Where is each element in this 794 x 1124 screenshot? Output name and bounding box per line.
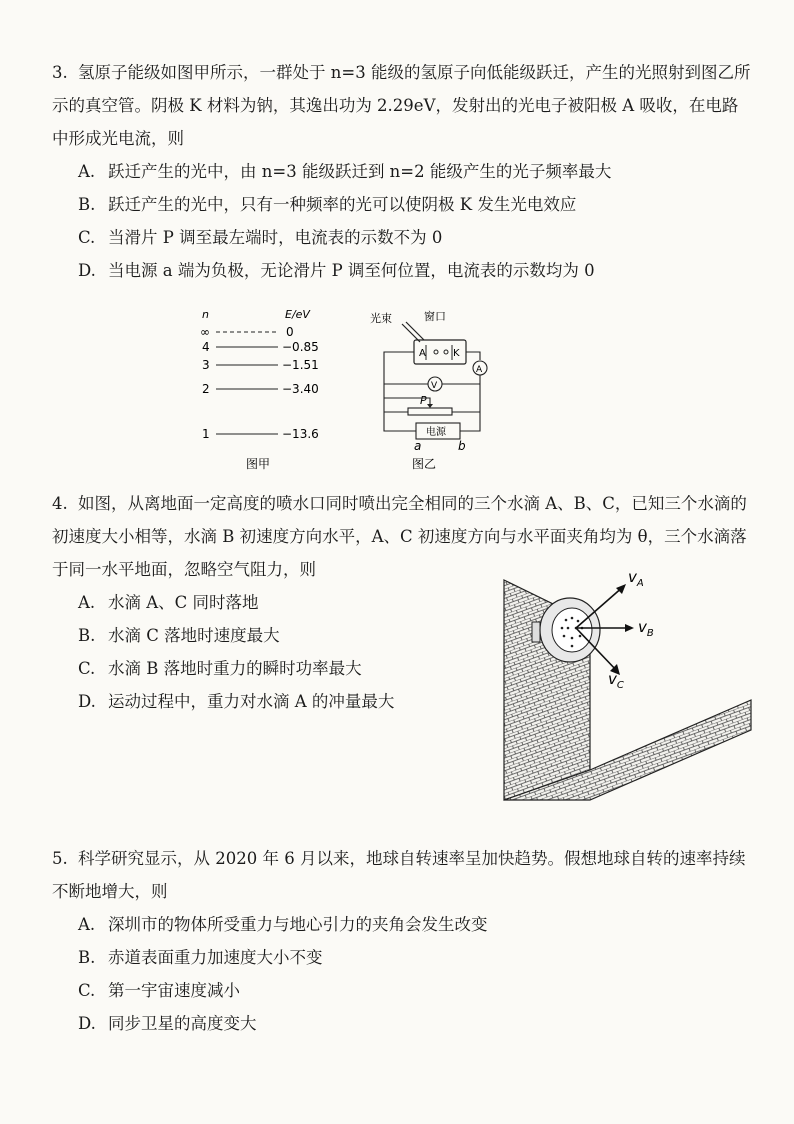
option-label: C. (78, 228, 96, 247)
terminal-a-label: a (414, 439, 422, 453)
wire (384, 352, 416, 431)
level-n-label: 3 (202, 358, 210, 372)
slider-label: P (420, 394, 427, 407)
option-text: 水滴 A、C 同时落地 (108, 593, 259, 612)
option-text: 赤道表面重力加速度大小不变 (108, 948, 323, 967)
question-text: 氢原子能级如图甲所示，一群处于 n=3 能级的氢原子向低能级跃迁，产生的光照射到图乙所示的真空管。阴极 K 材料为钠，其逸出功为 2.29eV，发射出的光电子被阳极 A 吸收，在电路中形成光电流，则 (52, 63, 751, 148)
option-text: 同步卫星的高度变大 (108, 1014, 257, 1033)
option-label: C. (78, 981, 96, 1000)
slider-arrow (427, 404, 433, 408)
power-source-label: 电源 (426, 427, 446, 438)
option-text: 当电源 a 端为负极，无论滑片 P 调至何位置，电流表的示数均为 0 (108, 261, 595, 280)
voltmeter-label: V (431, 381, 438, 391)
option-text: 跃迁产生的光中，只有一种频率的光可以使阴极 K 发生光电效应 (108, 195, 577, 214)
ammeter-label: A (476, 365, 483, 375)
level-energy: −0.85 (282, 340, 319, 354)
question-stem (52, 56, 752, 155)
option-label: B. (78, 195, 96, 214)
option-text: 跃迁产生的光中，由 n=3 能级跃迁到 n=2 能级产生的光子频率最大 (108, 162, 612, 181)
question-5 (52, 842, 752, 1040)
question-number: 3. (52, 63, 68, 82)
question-text: 如图，从离地面一定高度的喷水口同时喷出完全相同的三个水滴 A、B、C，已知三个水滴的初速度大小相等，水滴 B 初速度方向水平，A、C 初速度方向与水平面夹角均为 θ，三个水滴落于同一水平地面，忽略空气阻力，则 (52, 494, 747, 579)
level-n-label: 1 (202, 427, 210, 441)
energy-level-diagram (190, 300, 350, 475)
level-energy: −13.6 (282, 427, 319, 441)
option-label: A. (78, 593, 96, 612)
option-text: 运动过程中，重力对水滴 A 的冲量最大 (108, 692, 395, 711)
beam-label: 光束 (370, 312, 392, 325)
cathode-label: K (453, 348, 460, 359)
level-n-label: 4 (202, 340, 210, 354)
level-n-label: ∞ (200, 325, 210, 339)
option-label: A. (78, 162, 96, 181)
option-text: 深圳市的物体所受重力与地心引力的夹角会发生改变 (108, 915, 488, 934)
option-d (78, 1007, 752, 1040)
level-energy: −3.40 (282, 382, 319, 396)
vector-vb-arrowhead (625, 624, 634, 632)
electron (444, 350, 448, 354)
label-va: $v_A$ (628, 568, 644, 589)
question-3 (52, 56, 752, 287)
level-energy: 0 (286, 325, 294, 339)
phototube-circuit-diagram (368, 308, 498, 473)
option-a (78, 155, 752, 188)
n-header: n (202, 308, 209, 321)
option-c (78, 221, 752, 254)
option-text: 水滴 C 落地时速度最大 (108, 626, 280, 645)
option-label: B. (78, 948, 96, 967)
option-d (78, 254, 752, 287)
figure-caption: 图甲 (246, 457, 271, 471)
sprinkler-mount (532, 622, 540, 642)
option-b (78, 941, 752, 974)
level-energy: −1.51 (282, 358, 319, 372)
option-text: 水滴 B 落地时重力的瞬时功率最大 (108, 659, 362, 678)
question-number: 5. (52, 849, 68, 868)
rheostat (408, 408, 452, 415)
wire (466, 352, 480, 360)
option-label: D. (78, 692, 96, 711)
anode-label: A (419, 348, 426, 359)
question-number: 4. (52, 494, 68, 513)
option-label: D. (78, 1014, 96, 1033)
sprinkler-wall-diagram (496, 560, 756, 810)
option-text: 第一宇宙速度减小 (108, 981, 240, 1000)
window-label: 窗口 (424, 310, 446, 323)
e-header: E/eV (285, 308, 310, 321)
figure-caption: 图乙 (412, 457, 437, 471)
electron (434, 350, 438, 354)
terminal-b-label: b (458, 439, 466, 453)
question-stem (52, 842, 752, 908)
question-text: 科学研究显示，从 2020 年 6 月以来，地球自转速率呈加快趋势。假想地球自转的速率持续不断地增大，则 (52, 849, 746, 901)
option-label: C. (78, 659, 96, 678)
option-b (78, 188, 752, 221)
option-label: B. (78, 626, 96, 645)
label-vc: $v_C$ (608, 670, 624, 691)
option-text: 当滑片 P 调至最左端时，电流表的示数不为 0 (108, 228, 443, 247)
option-label: D. (78, 261, 96, 280)
option-label: A. (78, 915, 96, 934)
label-vb: $v_B$ (638, 618, 654, 639)
option-a (78, 908, 752, 941)
option-c (78, 974, 752, 1007)
wire (460, 375, 480, 431)
level-n-label: 2 (202, 382, 210, 396)
